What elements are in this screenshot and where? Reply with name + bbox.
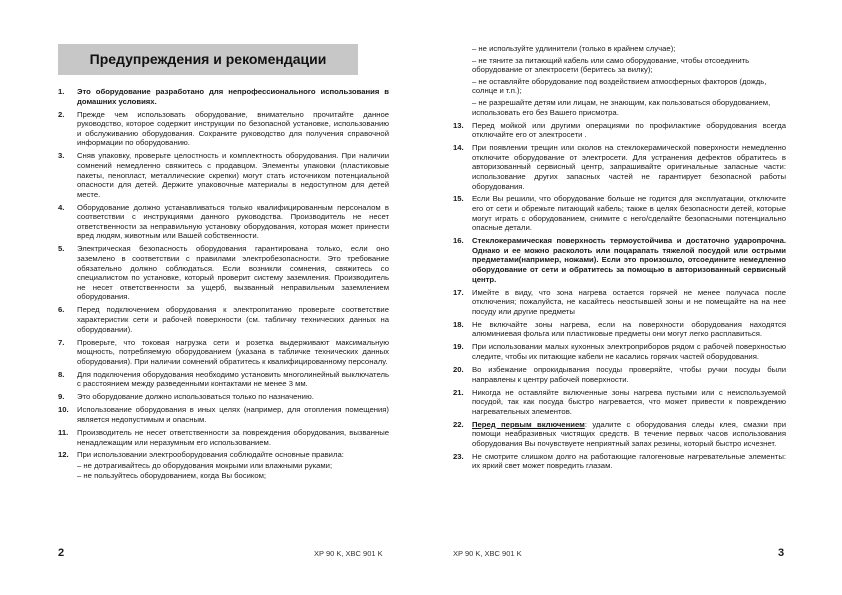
list-item	[453, 121, 786, 140]
item-text: При появлении трещин или сколов на стеклокерамической поверхности немедленно отключите оборудование от электросети. Для устранения дефектов обратитесь в авторизованный сервисный центр, запрашивайте оригинальные запасные части: использование других запасных частей не гарантирует безопасной работы оборудования.	[472, 143, 786, 191]
item-text: Это оборудование должно использоваться только по назначению.	[77, 392, 314, 402]
item-text: Не включайте зоны нагрева, если на поверхности оборудования находятся алюминиевая фольга или пластиковые предметы они могут легко расплавиться.	[472, 319, 786, 339]
model-label-right: XP 90 K, XBC 901 K	[453, 549, 522, 558]
item-number: 23.	[453, 451, 464, 461]
item-text: Электрическая безопасность оборудования гарантирована только, если оно заземлено в соответствии с правилами электробезопасности. Это требование обязательно должно соблюдаться. Если возникли сомнения, свяжитесь со специалистом по установке, который проверит систему заземления. Производитель не несет ответственности за ущерб, вызванный неправильным заземлением оборудования.	[77, 244, 389, 302]
item-number: 16.	[453, 236, 464, 246]
page-number-left: 2	[58, 547, 65, 559]
item-text: Не смотрите слишком долго на работающие галогеновые нагревательные элементы: их яркий свет может повредить глазам.	[472, 451, 786, 471]
right-warning-list	[453, 44, 786, 474]
item-number: 7.	[58, 337, 65, 347]
list-item	[453, 452, 786, 471]
page-number-right: 3	[778, 547, 785, 559]
list-item	[58, 244, 389, 302]
item-text: Использование оборудования в иных целях (например, для отопления помещения) является недопустимым и опасным.	[77, 405, 389, 424]
list-item	[58, 203, 389, 241]
item-number: 15.	[453, 194, 464, 204]
sub-rule: – не оставляйте оборудование под воздействием атмосферных факторов (дождь, солнце и т.п.);	[472, 76, 767, 96]
item-number: 11.	[58, 427, 69, 437]
list-item	[58, 428, 389, 447]
sub-rule: – не разрешайте детям или лицам, не знающим, как пользоваться оборудованием, использовать его без Вашего присмотра.	[472, 97, 771, 117]
item-text: При использовании малых кухонных электроприборов рядом с рабочей поверхностью следите, чтобы их питающие кабели не касались горячих частей оборудования.	[472, 342, 786, 361]
item-number: 13.	[453, 120, 464, 130]
sub-rule: – не пользуйтесь оборудованием, когда Вы босиком;	[77, 470, 267, 480]
list-item	[453, 420, 786, 449]
item-text: Перед мойкой или другими операциями по профилактике оборудования всегда отключайте его от электросети .	[472, 120, 786, 140]
list-item	[453, 288, 786, 317]
list-item	[58, 392, 389, 402]
item-text: Во избежание опрокидывания посуды проверяйте, чтобы ручки посуды были направлены к центру рабочей поверхности.	[472, 364, 786, 384]
item-text: Сняв упаковку, проверьте целостность и комплектность оборудования. При наличии сомнений немедленно свяжитесь с продавцом. Элементы упаковки (пластиковые пакеты, пенопласт, металлические скрепки) могут стать источником потенциальной опасности для детей. Держите упаковочные материалы в недоступном для детей месте.	[77, 151, 389, 199]
list-item	[58, 110, 389, 148]
item-number: 19.	[453, 342, 464, 352]
item-lead: Перед первым включением	[472, 419, 585, 429]
model-label-left: XP 90 K, XBC 901 K	[314, 549, 383, 558]
item-text: Перед подключением оборудования к электропитанию проверьте соответствие характеристик сети и рабочей поверхности (см. табличку технических данных на оборудовании).	[77, 305, 389, 334]
list-item	[453, 236, 786, 284]
sub-rule: – не используйте удлинители (только в крайнем случае);	[472, 44, 676, 53]
item-text: Для подключения оборудования необходимо установить многолинейный выключатель с расстоянием между разведенными контактами не менее 3 мм.	[77, 369, 389, 389]
item-number: 1.	[58, 87, 65, 96]
list-item	[58, 450, 389, 460]
item-text: Если Вы решили, что оборудование больше не годится для эксплуатации, отключите его от сети и обрежьте питающий кабель; также в целях безопасности детей, которые могут играть с оборудованием, снимите с него/сделайте безопасными потенциально опасные детали.	[472, 194, 786, 233]
item-number: 6.	[58, 305, 65, 315]
list-item	[58, 151, 389, 199]
item-number: 12.	[58, 450, 69, 460]
item-text: Проверьте, что токовая нагрузка сети и розетка выдерживают максимальную мощность, потребляемую оборудованием (указана в табличке технических данных оборудования). При наличии сомнений обратитесь к квалифицированному персоналу.	[77, 337, 389, 366]
item-text: Стеклокерамическая поверхность термоустойчива и достаточно ударопрочна. Однако и ее можно расколоть или поцарапать тяжелой посудой или острыми предметами(например, ножами). Если это произошло, отсоедините немедленно оборудование от сети и обратитесь за помощью в авторизованный сервисный центр.	[472, 236, 786, 284]
item-number: 22.	[453, 419, 464, 429]
item-text: Имейте в виду, что зона нагрева остается горячей не менее получаса после отключения; пожалуйста, не касайтесь неостывшей зоны и не помещайте на на нее посуду или другие предметы	[472, 287, 786, 316]
list-item	[453, 194, 786, 232]
list-item	[58, 370, 389, 389]
list-item	[453, 342, 786, 361]
item-text: При использовании электрооборудования соблюдайте основные правила:	[77, 450, 344, 460]
item-number: 9.	[58, 392, 65, 402]
item-number: 18.	[453, 319, 464, 329]
page-title: Предупреждения и рекомендации	[89, 51, 327, 67]
item-number: 8.	[58, 369, 65, 379]
item-text: Прежде чем использовать оборудование, внимательно прочитайте данное руководство, которое содержит инструкции по безопасной установке, использованию и обслуживанию оборудования. Сохраните руководство для получения справочной информации по оборудованию.	[77, 109, 389, 148]
title-bar	[58, 44, 358, 75]
left-warning-list	[58, 87, 389, 480]
list-item	[453, 143, 786, 191]
list-item	[58, 338, 389, 367]
item-number: 14.	[453, 143, 464, 153]
item-number: 5.	[58, 244, 65, 254]
item-number: 2.	[58, 109, 65, 119]
list-item	[58, 87, 389, 106]
list-item	[58, 405, 389, 424]
item-number: 4.	[58, 202, 65, 212]
item-number: 17.	[453, 287, 464, 297]
sub-rule: – не тяните за питающий кабель или само оборудование, чтобы отсоединить оборудование от электросети (беритесь за вилку);	[472, 55, 750, 75]
sub-rule: – не дотрагивайтесь до оборудования мокрыми или влажными руками;	[77, 461, 333, 471]
item-text: Это оборудование разработано для непрофессионального использования в домашних условиях.	[77, 87, 389, 106]
item-number: 20.	[453, 364, 464, 374]
item-number: 21.	[453, 387, 464, 397]
item-text: Оборудование должно устанавливаться только квалифицированным персоналом в соответствии с инструкциями данного руководства. Производитель не несет ответственности за неправильную установку оборудования, которая может принести вред людям, животным или Вашей собственности.	[77, 202, 389, 241]
item-number: 3.	[58, 151, 65, 161]
item-number: 10.	[58, 405, 69, 415]
list-item	[453, 388, 786, 417]
right-page	[421, 0, 842, 595]
item-text: Никогда не оставляйте включенные зоны нагрева пустыми или с неиспользуемой посудой, так как посуда быстро нагревается, что может привести к повреждению нагревательных элементов.	[472, 387, 786, 416]
item-text: : удалите с оборудования следы клея, смазки при помощи неабразивных чистящих средств. В течение первых часов использования оборудования Вы почувствуете неприятный запах резины, который быстро исчезнет.	[472, 419, 786, 448]
list-item	[453, 365, 786, 384]
list-item	[58, 305, 389, 334]
item-text: Производитель не несет ответственности за повреждения оборудования, вызванные ненадлежащим или неразумным его использованием.	[77, 427, 389, 447]
list-item	[453, 320, 786, 339]
